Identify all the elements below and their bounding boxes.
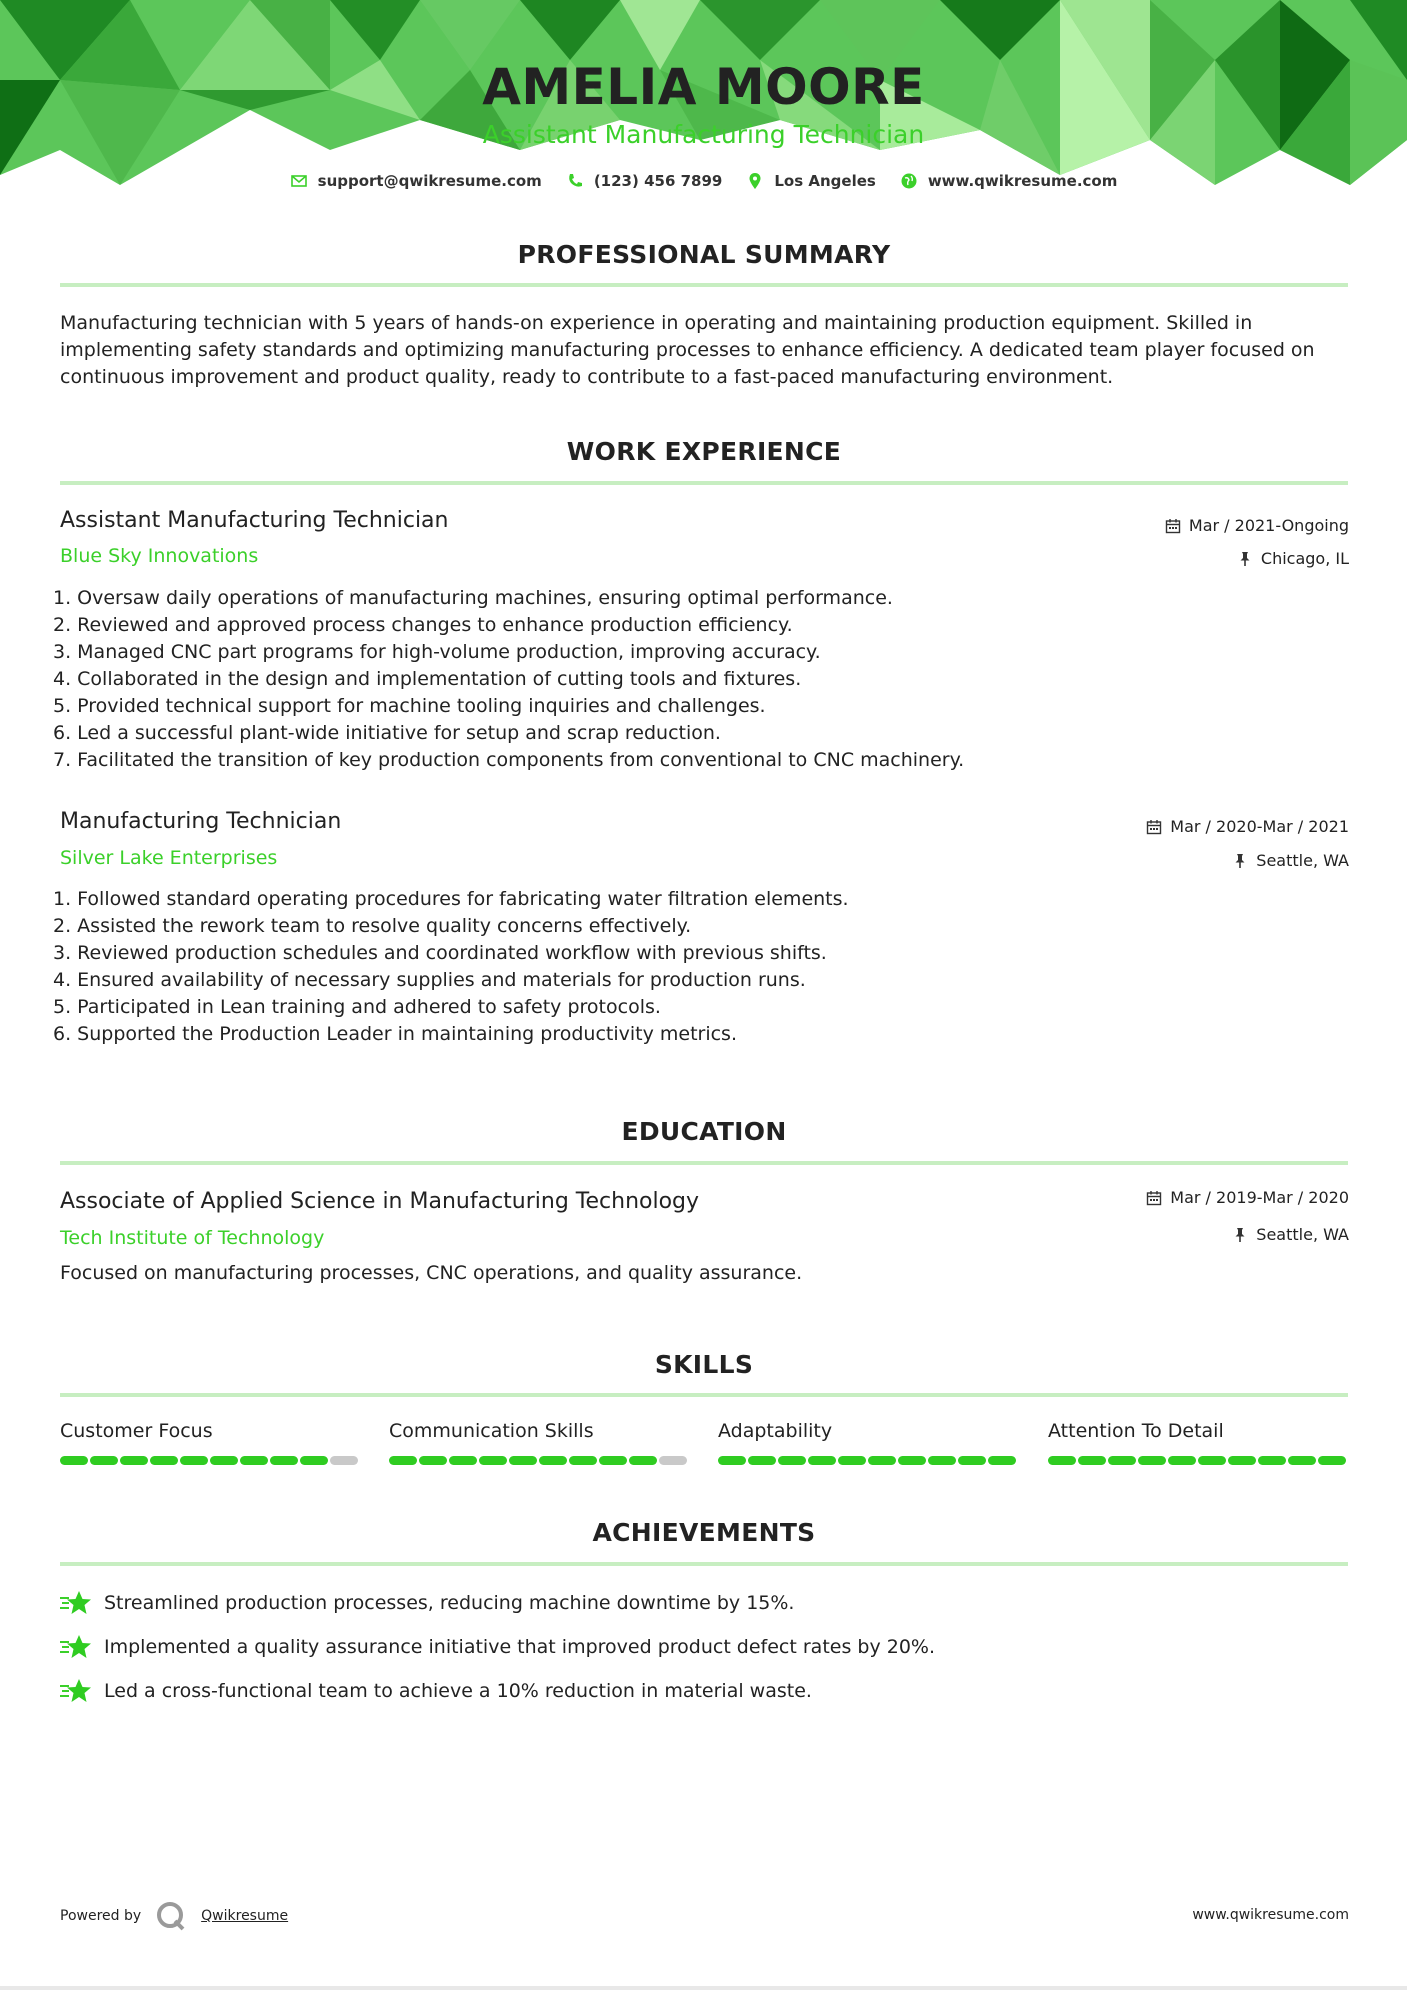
calendar-icon (1146, 1190, 1162, 1206)
achievements-divider (60, 1562, 1348, 1566)
achievement-text: Implemented a quality assurance initiative that improved product defect rates by 20%. (104, 1636, 936, 1658)
achievement-text: Led a cross-functional team to achieve a 10% reduction in material waste. (104, 1680, 812, 1702)
phone-icon (566, 172, 584, 190)
skill-rating (389, 1456, 689, 1465)
skill-level-segment (1228, 1456, 1256, 1465)
skill-level-segment (1078, 1456, 1106, 1465)
experience-heading: WORK EXPERIENCE (566, 437, 842, 466)
duty-item: 5. Provided technical support for machine tooling inquiries and challenges. (53, 695, 766, 717)
contact-website[interactable] (900, 172, 1118, 190)
duty-item: 2. Assisted the rework team to resolve quality concerns effectively. (53, 915, 692, 937)
skill-level-segment (748, 1456, 776, 1465)
skill-name: Communication Skills (389, 1420, 594, 1442)
skill-level-segment (180, 1456, 208, 1465)
skills-heading: SKILLS (654, 1350, 754, 1379)
page-bottom-border (0, 1986, 1407, 1990)
calendar-icon (1146, 819, 1162, 835)
duty-item: 2. Reviewed and approved process changes to enhance production efficiency. (53, 614, 793, 636)
skill-level-segment (898, 1456, 926, 1465)
skill-item (1048, 1420, 1348, 1465)
job-location (1237, 549, 1349, 568)
candidate-name: AMELIA MOORE (482, 58, 925, 116)
duty-item: 7. Facilitated the transition of key production components from conventional to CNC machinery. (53, 749, 965, 771)
school-name: Tech Institute of Technology (60, 1227, 325, 1249)
pushpin-icon (1237, 551, 1253, 567)
skill-level-segment (988, 1456, 1016, 1465)
summary-divider (60, 283, 1348, 287)
skill-level-segment (599, 1456, 627, 1465)
achievement-item (60, 1677, 812, 1705)
skill-level-segment (509, 1456, 537, 1465)
skill-name: Customer Focus (60, 1420, 213, 1442)
skill-level-segment (1138, 1456, 1166, 1465)
skill-level-segment (60, 1456, 88, 1465)
footer-powered-by (60, 1901, 288, 1931)
skill-level-segment (808, 1456, 836, 1465)
skill-level-segment (1108, 1456, 1136, 1465)
job-title: Assistant Manufacturing Technician (60, 508, 449, 533)
skill-level-segment (778, 1456, 806, 1465)
job-location-text: Seattle, WA (1256, 851, 1349, 870)
contact-bar (0, 172, 1407, 190)
duty-item: 3. Reviewed production schedules and coordinated workflow with previous shifts. (53, 942, 827, 964)
contact-location (746, 172, 875, 190)
skill-level-segment (838, 1456, 866, 1465)
skill-level-segment (300, 1456, 328, 1465)
candidate-title: Assistant Manufacturing Technician (482, 120, 925, 149)
education-dates-text: Mar / 2019-Mar / 2020 (1170, 1188, 1349, 1207)
star-icon (60, 1589, 92, 1617)
experience-divider (60, 481, 1348, 485)
summary-text: Manufacturing technician with 5 years of hands-on experience in operating and maintaining production equipment. Skilled in implementing safety standards and optimizing manufacturing processes to enhance efficiency. A dedicated team player focused on continuous improvement and product quality, ready to contribute to a fast-paced manufacturing environment. (60, 312, 1315, 388)
skill-level-segment (569, 1456, 597, 1465)
job-dates-text: Mar / 2021-Ongoing (1188, 516, 1349, 535)
job-dates-text: Mar / 2020-Mar / 2021 (1170, 817, 1349, 836)
location-text: Los Angeles (774, 172, 876, 190)
education-description: Focused on manufacturing processes, CNC operations, and quality assurance. (60, 1262, 803, 1284)
summary-heading: PROFESSIONAL SUMMARY (517, 240, 891, 269)
duty-item: 3. Managed CNC part programs for high-volume production, improving accuracy. (53, 641, 821, 663)
skill-name: Attention To Detail (1048, 1420, 1224, 1442)
degree-title: Associate of Applied Science in Manufacturing Technology (60, 1189, 700, 1214)
achievement-item (60, 1589, 794, 1617)
job-location (1232, 851, 1349, 870)
job-duties (53, 585, 964, 774)
skill-level-segment (1198, 1456, 1226, 1465)
skill-level-segment (1048, 1456, 1076, 1465)
skill-rating (1048, 1456, 1348, 1465)
globe-icon (900, 172, 918, 190)
contact-email[interactable] (290, 172, 542, 190)
skill-rating (60, 1456, 360, 1465)
skills-divider (60, 1393, 1348, 1397)
duty-item: 1. Oversaw daily operations of manufacturing machines, ensuring optimal performance. (53, 587, 893, 609)
job-company: Silver Lake Enterprises (60, 847, 278, 869)
skill-item (718, 1420, 1018, 1465)
star-icon (60, 1677, 92, 1705)
achievement-item (60, 1633, 935, 1661)
skill-level-segment (868, 1456, 896, 1465)
skill-level-segment (240, 1456, 268, 1465)
envelope-icon (290, 172, 308, 190)
skill-level-segment (928, 1456, 956, 1465)
star-icon (60, 1633, 92, 1661)
skill-name: Adaptability (718, 1420, 833, 1442)
pushpin-icon (1232, 853, 1248, 869)
map-pin-icon (746, 172, 764, 190)
website-text: www.qwikresume.com (927, 172, 1118, 190)
email-text: support@qwikresume.com (317, 172, 542, 190)
job-company: Blue Sky Innovations (60, 545, 259, 567)
calendar-icon (1165, 518, 1181, 534)
qwikresume-link[interactable]: Qwikresume (201, 1908, 289, 1924)
powered-by-label: Powered by (60, 1908, 142, 1924)
qwikresume-logo-icon (155, 1901, 187, 1931)
skill-level-segment (1258, 1456, 1286, 1465)
skill-level-segment (270, 1456, 298, 1465)
pushpin-icon (1232, 1227, 1248, 1243)
skill-level-segment (389, 1456, 417, 1465)
skill-level-segment (449, 1456, 477, 1465)
skill-level-segment (120, 1456, 148, 1465)
education-divider (60, 1161, 1348, 1165)
skill-level-segment (1288, 1456, 1316, 1465)
job-dates (1146, 817, 1349, 836)
duty-item: 5. Participated in Lean training and adhered to safety protocols. (53, 996, 661, 1018)
skill-level-segment (150, 1456, 178, 1465)
job-duties (53, 886, 849, 1048)
job-dates (1165, 516, 1349, 535)
duty-item: 4. Collaborated in the design and implementation of cutting tools and fixtures. (53, 668, 802, 690)
skill-level-segment (330, 1456, 358, 1465)
skill-level-segment (90, 1456, 118, 1465)
achievement-text: Streamlined production processes, reducing machine downtime by 15%. (104, 1592, 795, 1614)
duty-item: 4. Ensured availability of necessary supplies and materials for production runs. (53, 969, 806, 991)
contact-phone[interactable] (566, 172, 723, 190)
education-location (1232, 1225, 1349, 1244)
skill-level-segment (1318, 1456, 1346, 1465)
education-heading: EDUCATION (621, 1117, 787, 1146)
skill-level-segment (958, 1456, 986, 1465)
education-dates (1146, 1188, 1349, 1207)
skill-level-segment (419, 1456, 447, 1465)
skill-level-segment (479, 1456, 507, 1465)
skill-level-segment (1168, 1456, 1196, 1465)
phone-text: (123) 456 7899 (593, 172, 723, 190)
skill-level-segment (210, 1456, 238, 1465)
footer-website[interactable]: www.qwikresume.com (1192, 1907, 1349, 1923)
skill-item (60, 1420, 360, 1465)
skill-level-segment (539, 1456, 567, 1465)
education-location-text: Seattle, WA (1256, 1225, 1349, 1244)
achievements-heading: ACHIEVEMENTS (592, 1518, 816, 1547)
skill-level-segment (629, 1456, 657, 1465)
duty-item: 1. Followed standard operating procedures for fabricating water filtration elements. (53, 888, 849, 910)
skill-level-segment (659, 1456, 687, 1465)
job-location-text: Chicago, IL (1260, 549, 1349, 568)
job-title: Manufacturing Technician (60, 809, 342, 834)
skill-level-segment (718, 1456, 746, 1465)
duty-item: 6. Supported the Production Leader in maintaining productivity metrics. (53, 1023, 737, 1045)
skill-rating (718, 1456, 1018, 1465)
duty-item: 6. Led a successful plant-wide initiative for setup and scrap reduction. (53, 722, 721, 744)
skill-item (389, 1420, 689, 1465)
